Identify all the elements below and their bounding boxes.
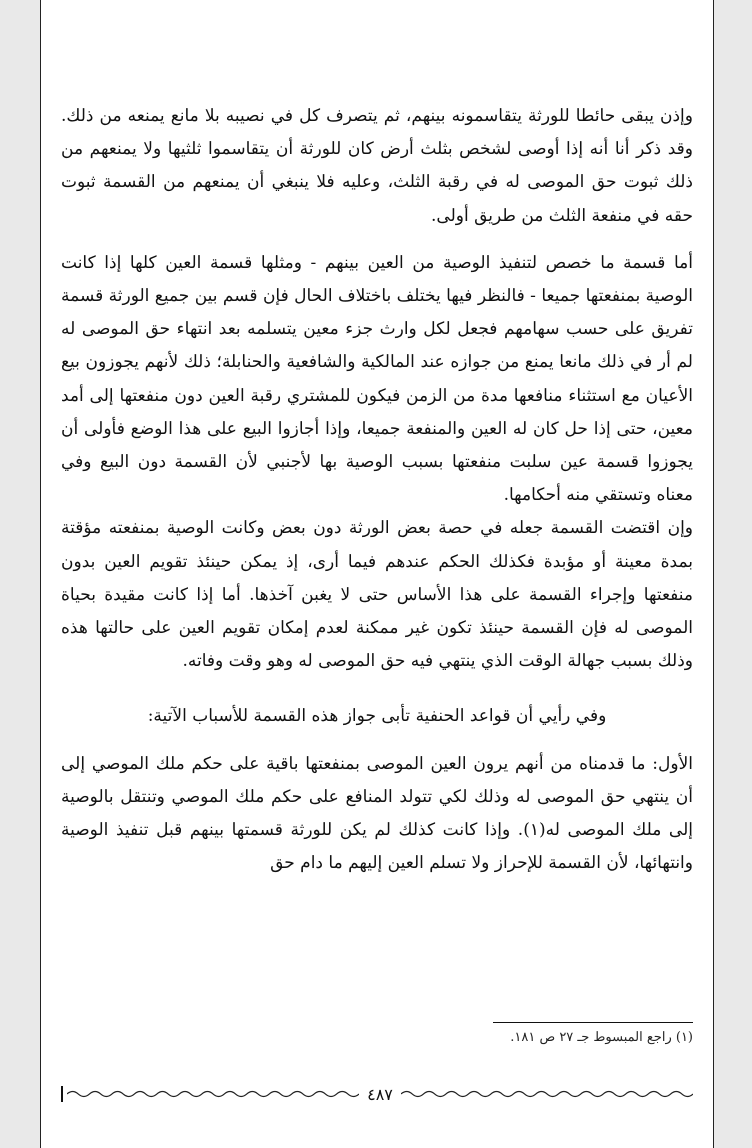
footer-wave-right	[401, 1089, 693, 1099]
footnote: (١) راجع المبسوط جـ ٢٧ ص ١٨١.	[510, 1030, 693, 1045]
paragraph-2: أما قسمة ما خصص لتنفيذ الوصية من العين بينهم - ومثلها قسمة العين كلها إذا كانت الوصية بمنفعتها جميعا - فالنظر فيها يختلف باختلاف الحال فإن قسم بين جميع الورثة قسمة تفريق على حسب سهامهم فجعل لكل وارث جزء معين يتسلمه بعد انتهاء حق الموصى له لم أر في ذلك مانعا يمنع من جوازه عند المالكية والشافعية والحنابلة؛ ذلك لأنهم يجوزون بيع الأعيان مع استثناء منافعها مدة من الزمن فيكون للمشتري رقبة العين دون منفعتها إلى أمد معين، حتى إذا حل كان له العين والمنفعة جميعا، وإذا أجازوا البيع على هذا الوضع فأولى أن يجوزوا قسمة عين سلبت منفعتها بسبب الوصية بها لأجنبي لأن القسمة دون البيع وفي معناه وتستقي منه أحكامها.	[61, 252, 693, 506]
page-footer	[61, 1082, 693, 1106]
footnote-divider	[493, 1022, 693, 1023]
paragraph-5: الأول: ما قدمناه من أنهم يرون العين الموصى بمنفعتها باقية على حكم ملك الموصي إلى أن ينتهي حق الموصى له وذلك لكي تتولد المنافع على حكم ملك الموصي وتنتقل بالوصية إلى ملك الموصى له(١). وإذا كانت كذلك لم يكن للورثة قسمتها بينهم قبل تنفيذ الوصية وانتهائها، لأن القسمة للإحراز ولا تسلم العين إليهم ما دام حق	[61, 753, 693, 874]
book-page	[40, 0, 714, 1148]
paragraph-3: وإن اقتضت القسمة جعله في حصة بعض الورثة دون بعض وكانت الوصية بمنفعته مؤقتة بمدة معينة أو مؤبدة فكذلك الحكم عندهم فيما أرى، إذ يمكن حينئذ تقويم العين بدون منفعتها وإجراء القسمة على هذا الأساس حتى لا يغبن آخذها. أما إذا كانت مقيدة بحياة الموصى له فإن القسمة حينئذ تكون غير ممكنة لعدم إمكان تقويم العين على حالتها هذه وذلك بسبب جهالة الوقت الذي ينتهي فيه حق الموصى له وهو وقت وفاته.	[61, 518, 693, 672]
footer-end-mark	[61, 1086, 63, 1102]
page-number: ٤٨٧	[367, 1084, 393, 1104]
body-text	[61, 100, 693, 880]
footer-wave-left	[67, 1089, 359, 1099]
paragraph-4-heading: وفي رأيي أن قواعد الحنفية تأبى جواز هذه القسمة للأسباب الآتية:	[147, 706, 607, 727]
paragraph-1: وإذن يبقى حائطا للورثة يتقاسمونه بينهم، ثم يتصرف كل في نصيبه بلا مانع يمنعه من ذلك. وقد ذكر أنا أنه إذا أوصى لشخص بثلث أرض كان للورثة أن يتقاسموا ثلثيها ولا يمنعهم من ذلك ثبوت حق الموصى له في رقبة الثلث، وعليه فلا ينبغي أن يمنعهم من القسمة ثبوت حقه في منفعة الثلث من طريق أولى.	[61, 106, 693, 226]
